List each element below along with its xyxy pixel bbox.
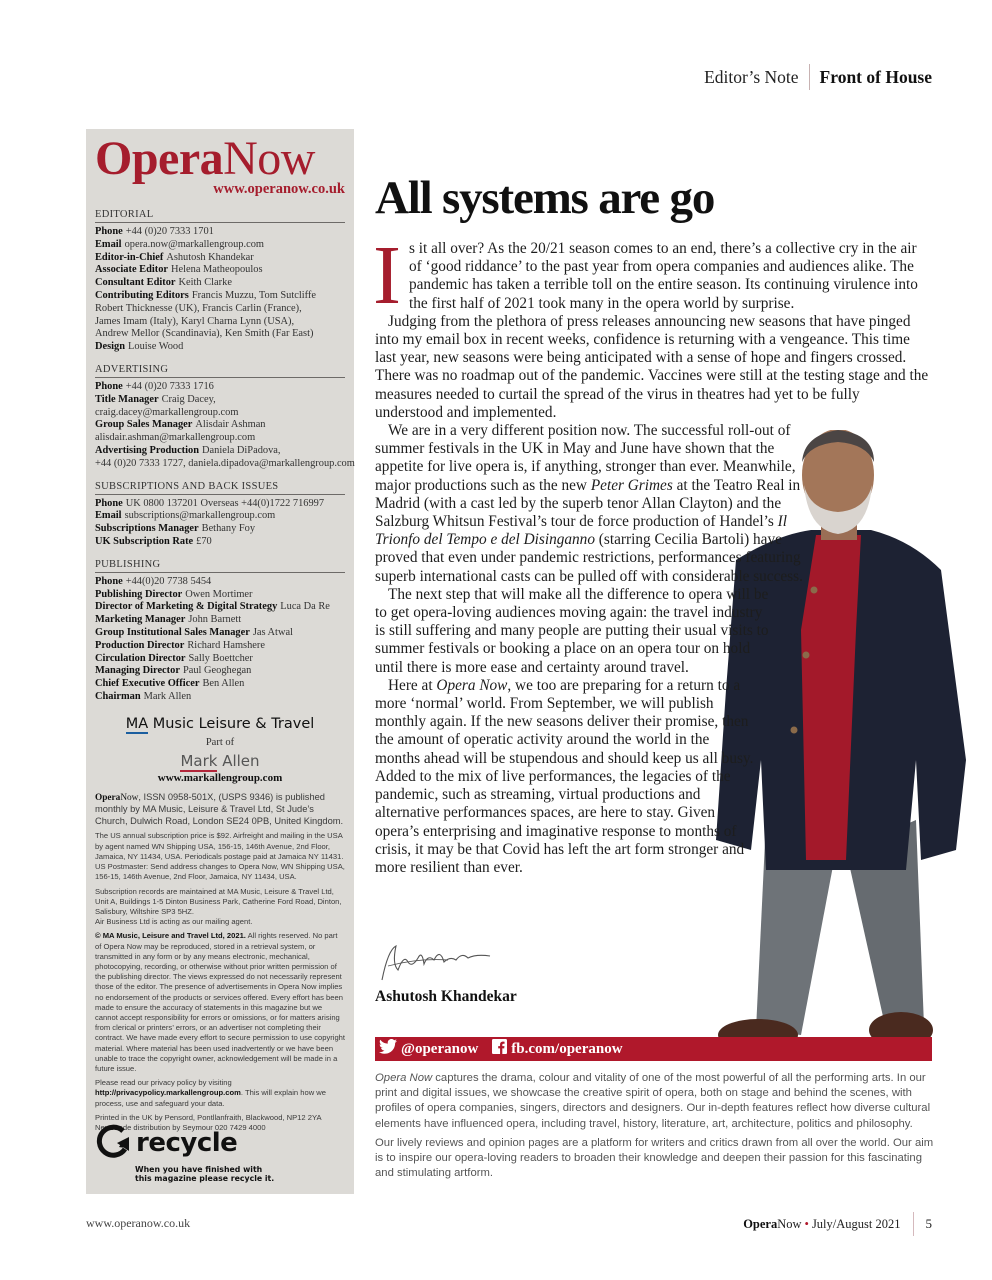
editorial-line xyxy=(95,328,345,341)
editorial-value: Keith Clarke xyxy=(178,277,232,289)
subscriptions-line xyxy=(95,510,345,523)
about-p1-text: captures the drama, colour and vitality of one of the most powerful of all the performing arts. In our print and digital issues, we showcase the creative spirit of opera, both on stage and behind the scenes, with profiles of opera companies, singers, directors and designers. Our in-depth features reflect how diverse cultural elements have influenced opera, including travel, history, literature, art, architecture, politics and philosophy. xyxy=(375,1072,931,1130)
subscriptions-lines xyxy=(95,498,345,549)
publishing-label: Group Institutional Sales Manager xyxy=(95,626,250,638)
publishing-label: Phone xyxy=(95,575,123,587)
header-divider xyxy=(809,64,810,90)
advertising-line xyxy=(95,445,345,458)
facebook-link[interactable] xyxy=(492,1039,622,1059)
about-paragraph-1 xyxy=(375,1071,935,1132)
publishing-line xyxy=(95,665,345,678)
publishing-value: +44(0)20 7738 5454 xyxy=(125,575,212,587)
publishing-lines xyxy=(95,576,345,704)
mark-text: Mark xyxy=(180,751,218,770)
advertising-lines xyxy=(95,380,355,471)
newstrade-text: Newstrade distribution by Seymour 020 7429 4000 xyxy=(95,1122,266,1132)
copyright-notice xyxy=(95,931,345,1074)
copyright-text: All rights reserved. No part of Opera Now may be reproduced, stored in a retrieval system, or transmitted in any form or by any means electronic, mechanical, photocopying, recording, or otherwise without prior written permission of the publishing director. The views expressed do not necessarily represent those of the editor. The presence of advertisements in Opera Now implies no endorsement of the products or services offered. Every effort has been made to ensure the accuracy of statements in this magazine but we cannot accept responsibility for errors or omissions, or for matters arising from clerical or printers’ errors, or an advertiser not completing their contract. We have made every effort to secure permission to use copyright material. Where material has been used inadvertently or we have been unable to trace the copyright owner, acknowledgement will be made in a future issue. xyxy=(95,931,346,1073)
handwritten-signature-icon xyxy=(378,940,498,989)
brand-rest: Now xyxy=(120,792,139,803)
publishing-label: Publishing Director xyxy=(95,588,183,600)
publishing-value: Paul Geoghegan xyxy=(182,665,252,677)
publishing-line xyxy=(95,589,345,602)
publishing-label: Managing Director xyxy=(95,665,180,677)
subscriptions-line xyxy=(95,523,345,536)
editorial-section xyxy=(95,209,345,354)
publishing-value: John Barnett xyxy=(188,614,242,626)
editorial-line xyxy=(95,239,345,252)
markallen-url-link[interactable]: www.markallengroup.com xyxy=(157,771,283,784)
editorial-value: James Imam (Italy), Karyl Charna Lynn (USA), xyxy=(95,315,295,327)
advertising-value: +44 (0)20 7333 1727, daniela.dipadova@markallengroup.com xyxy=(95,457,355,469)
subscriptions-line xyxy=(95,498,345,511)
publishing-value: Ben Allen xyxy=(202,678,245,690)
editorial-value: Louise Wood xyxy=(128,341,184,353)
recycle-note xyxy=(135,1165,274,1184)
editorial-label: Associate Editor xyxy=(95,264,169,276)
publishing-heading: PUBLISHING xyxy=(95,559,345,573)
publishing-value: Owen Mortimer xyxy=(185,588,253,600)
editorial-value: +44 (0)20 7333 1701 xyxy=(125,226,214,237)
recycle-word: recycle xyxy=(136,1128,238,1159)
subscriptions-value: £70 xyxy=(196,535,212,547)
advertising-line xyxy=(95,432,345,445)
logo-opera: Opera xyxy=(95,132,224,185)
editorial-label: Contributing Editors xyxy=(95,289,189,301)
advertising-label: Title Manager xyxy=(95,393,159,405)
logo-url-link[interactable]: www.operanow.co.uk xyxy=(213,181,345,197)
copyright-bold: © MA Music, Leisure and Travel Ltd, 2021. xyxy=(95,931,246,941)
editorial-line xyxy=(95,303,345,316)
subscriptions-section xyxy=(95,481,345,549)
footer-brand-rest: Now xyxy=(777,1216,802,1231)
publishing-label: Production Director xyxy=(95,639,185,651)
publishing-section xyxy=(95,559,345,704)
footer-separator: • xyxy=(804,1216,809,1231)
article-paragraph-3 xyxy=(375,422,815,586)
subscriptions-label: Subscriptions Manager xyxy=(95,523,199,535)
mark-allen-logo xyxy=(95,752,345,770)
advertising-value: craig.dacey@markallengroup.com xyxy=(95,406,239,418)
publishing-line xyxy=(95,614,345,627)
publishing-line xyxy=(95,601,345,614)
p5-a: Here at xyxy=(388,676,437,694)
publishing-value: Sally Boettcher xyxy=(188,652,253,664)
editorial-line xyxy=(95,264,345,277)
us-subscription-info: The US annual subscription price is $92. Airfreight and mailing in the USA by agent named WN Shipping USA, 156-15, 146th Avenue, 2nd Floor, Jamaica, NY 11434, USA. Periodicals postage paid at Jamaica NY 11431. US Postmaster: Send address changes to Opera Now, WN Shipping USA, 156-15, 146th Avenue, 2nd Floor, Jamaica, NY 11434, USA. xyxy=(95,831,345,882)
privacy-notice xyxy=(95,1078,345,1109)
records-text: Subscription records are maintained at MA Music, Leisure & Travel Ltd, Unit A, Buildings 1-5 Dinton Business Park, Catherine Ford Road, Dinton, Salisbury, Wiltshire SP3 5HZ. xyxy=(95,886,342,916)
publishing-line xyxy=(95,640,345,653)
p3-a: We are in a very different position now. The successful roll-out of summer festivals in the UK in May and June have shown that the appetite for live opera is, if anything, stronger than ever. Meanwhile, major productions such as the new xyxy=(375,422,796,494)
recycle-logo xyxy=(95,1123,274,1184)
twitter-link[interactable] xyxy=(379,1039,478,1059)
editorial-value: Helena Matheopoulos xyxy=(171,264,263,276)
editorial-label: Consultant Editor xyxy=(95,277,176,289)
p3-italic-peter-grimes: Peter Grimes xyxy=(590,476,673,494)
author-name: Ashutosh Khandekar xyxy=(375,988,517,1005)
publishing-line xyxy=(95,678,345,691)
recycle-arrow-icon xyxy=(95,1123,133,1164)
editorial-line xyxy=(95,341,345,354)
p5-italic-opera-now: Opera Now xyxy=(436,676,508,694)
ma-music-leisure-travel-logo xyxy=(95,716,345,732)
article-paragraph-2: Judging from the plethora of press releases announcing new seasons that have pinged into my email box in recent weeks, confidence is returning with a vengeance. This time last year, new seasons were being anticipated with a sense of hope and fingers crossed. There was no roadmap out of the pandemic. Vaccines were still at the testing stage and the measures needed to curtail the spread of the virus in theatres had yet to be fully understood and implemented. xyxy=(375,312,929,421)
editorial-value: Robert Thicknesse (UK), Francis Carlin (France), xyxy=(95,302,302,314)
editorial-line xyxy=(95,252,345,265)
advertising-line xyxy=(95,457,355,471)
facebook-url: fb.com/operanow xyxy=(511,1040,623,1057)
editorial-value: opera.now@markallengroup.com xyxy=(124,238,264,250)
issn-text: , ISSN 0958-501X, (USPS 9346) is published monthly by MA Music, Leisure & Travel Ltd, St Jude’s Church, Dulwich Road, London SE24 0PB, United Kingdom. xyxy=(95,791,344,826)
advertising-value: Daniela DiPadova, xyxy=(202,444,281,456)
publishing-label: Chief Executive Officer xyxy=(95,678,200,690)
article-headline: All systems are go xyxy=(375,172,715,224)
advertising-line xyxy=(95,407,345,420)
publishing-value: Luca Da Re xyxy=(280,601,330,613)
editorial-value: Francis Muzzu, Tom Sutcliffe xyxy=(191,289,316,301)
publishing-value: Richard Hamshere xyxy=(187,639,265,651)
footer-brand-bold: Opera xyxy=(743,1216,778,1231)
masthead-sidebar xyxy=(86,129,354,1194)
p5-b: , we too are preparing for a return to a more ‘normal’ world. From September, we will publish monthly again. If the new seasons deliver their promise, then the amount of operatic activity around the world in the months ahead will be stupendous and should keep us all busy. Added to the mix of live performances, the legacies of the pandemic, such as streaming, virtual productions and alternative performances spaces, are here to stay. Given opera’s enterprising and imaginative response to months of crisis, it may be that Covid has left the art form stronger and more resilient than ever. xyxy=(375,676,754,876)
editorial-label: Phone xyxy=(95,226,123,237)
publishing-label: Director of Marketing & Digital Strategy xyxy=(95,601,278,613)
editorial-line xyxy=(95,226,345,239)
advertising-label: Phone xyxy=(95,380,123,392)
recycle-note-1: When you have finished with xyxy=(135,1164,263,1174)
publishing-line xyxy=(95,691,345,704)
publishing-label: Circulation Director xyxy=(95,652,186,664)
twitter-handle: @operanow xyxy=(401,1040,479,1057)
editorial-label: Editor-in-Chief xyxy=(95,251,164,263)
privacy-policy-link[interactable]: http://privacypolicy.markallengroup.com xyxy=(95,1088,241,1098)
editorial-line xyxy=(95,290,345,303)
section-name: Editor’s Note xyxy=(704,66,799,87)
brand-bold: Opera xyxy=(95,792,121,803)
p1-text: s it all over? As the 20/21 season comes to an end, there’s a collective cry in the air of ‘good riddance’ to the past year from opera companies and audiences alike. The pandemic has taken a terrible toll on the entire season. Its continuing virulence into the first half of 2021 took many in the opera world by surprise. xyxy=(408,240,918,312)
logo-now: Now xyxy=(223,132,315,185)
article-paragraph-4: The next step that will make all the difference to opera will be to get opera-loving audiences moving again: the travel industry is still suffering and many people are putting their usual visits to summer festivals or booking a place on an opera tour on hold until there is more ease and certainty around travel. xyxy=(375,585,769,676)
subscriptions-label: Email xyxy=(95,510,122,522)
advertising-value: Craig Dacey, xyxy=(161,393,216,405)
advertising-label: Advertising Production xyxy=(95,444,200,456)
subscriptions-heading: SUBSCRIPTIONS AND BACK ISSUES xyxy=(95,481,345,495)
footer-divider xyxy=(913,1212,914,1236)
advertising-heading: ADVERTISING xyxy=(95,364,345,378)
ma-prefix: MA xyxy=(125,715,149,732)
editorial-line xyxy=(95,316,345,329)
part-of-label: Part of xyxy=(205,736,235,748)
mailing-agent-text: Air Business Ltd is acting as our mailing agent. xyxy=(95,917,253,927)
printed-text: Printed in the UK by Pensord, Pontllanfraith, Blackwood, NP12 2YA xyxy=(95,1112,322,1122)
editorial-label: Design xyxy=(95,341,126,353)
subscriptions-label: UK Subscription Rate xyxy=(95,535,194,547)
p3-italic-il-trionfo: Il Trionfo del Tempo e del Disinganno xyxy=(375,513,787,549)
drop-cap: I xyxy=(373,229,401,322)
subscriptions-value: subscriptions@markallengroup.com xyxy=(124,510,276,522)
subscriptions-value: UK 0800 137201 Overseas +44(0)1722 716997 xyxy=(125,497,325,509)
article-paragraph-1 xyxy=(373,229,930,322)
social-links-bar xyxy=(375,1037,932,1061)
twitter-bird-icon xyxy=(379,1039,401,1059)
article-body xyxy=(373,229,930,877)
article-paragraph-5 xyxy=(375,677,755,877)
ma-rest: Music Leisure & Travel xyxy=(148,715,315,732)
subscriptions-line xyxy=(95,536,345,549)
advertising-line xyxy=(95,394,345,407)
about-paragraph-2: Our lively reviews and opinion pages are a platform for writers and critics drawn from all over the world. Our aim is to inspire our opera-loving readers to broaden their knowledge and deepen their passion for this fascinating and stimulating artform. xyxy=(375,1136,934,1180)
subscriptions-value: Bethany Foy xyxy=(201,523,256,535)
advertising-line xyxy=(95,381,345,394)
page-number: 5 xyxy=(925,1216,932,1231)
footer-folio xyxy=(743,1212,932,1236)
editorial-value: Ashutosh Khandekar xyxy=(166,251,254,263)
about-opera-now xyxy=(375,1071,935,1181)
issue-date: July/August 2021 xyxy=(811,1216,901,1231)
publishing-line xyxy=(95,627,345,640)
subscriptions-label: Phone xyxy=(95,497,123,509)
subscription-records-info xyxy=(95,887,345,928)
advertising-value: +44 (0)20 7333 1716 xyxy=(125,380,214,392)
advertising-line xyxy=(95,419,345,432)
allen-text: Allen xyxy=(217,751,260,770)
editorial-label: Email xyxy=(95,238,122,250)
about-italic-brand: Opera Now xyxy=(375,1072,433,1084)
publishing-value: Mark Allen xyxy=(143,690,192,702)
facebook-icon xyxy=(492,1039,511,1059)
advertising-label: Group Sales Manager xyxy=(95,419,193,431)
advertising-value: alisdair.ashman@markallengroup.com xyxy=(95,432,256,444)
editorial-line xyxy=(95,277,345,290)
privacy-pre: Please read our privacy policy by visiting xyxy=(95,1078,232,1088)
running-header xyxy=(704,64,932,90)
publishing-line xyxy=(95,576,345,589)
publishing-line xyxy=(95,653,345,666)
publishing-value: Jas Atwal xyxy=(252,626,293,638)
opera-now-logo xyxy=(95,132,345,185)
editorial-lines xyxy=(95,226,345,354)
advertising-value: Alisdair Ashman xyxy=(195,419,266,431)
publishing-label: Chairman xyxy=(95,690,141,702)
advertising-section xyxy=(95,363,355,471)
editorial-value: Andrew Mellor (Scandinavia), Ken Smith (Far East) xyxy=(95,328,314,340)
privacy-post: . This will explain how we process, use and safeguard your data. xyxy=(95,1088,326,1108)
p3-b: at the Teatro Real in Madrid (with a cast led by the superb tenor Allan Clayton) and the Salzburg Whitsun Festival’s tour de force production of Handel’s xyxy=(375,476,801,531)
publication-info xyxy=(95,792,345,828)
recycle-note-2: this magazine please recycle it. xyxy=(135,1174,275,1184)
subsection-name: Front of House xyxy=(819,66,932,87)
p3-c: (starring Cecilia Bartoli) have proved that even under pandemic restrictions, performances featuring superb international casts can be pulled off with considerable success. xyxy=(375,531,803,585)
publishing-label: Marketing Manager xyxy=(95,614,186,626)
footer-url-link[interactable]: www.operanow.co.uk xyxy=(86,1216,191,1230)
editorial-heading: EDITORIAL xyxy=(95,209,345,223)
